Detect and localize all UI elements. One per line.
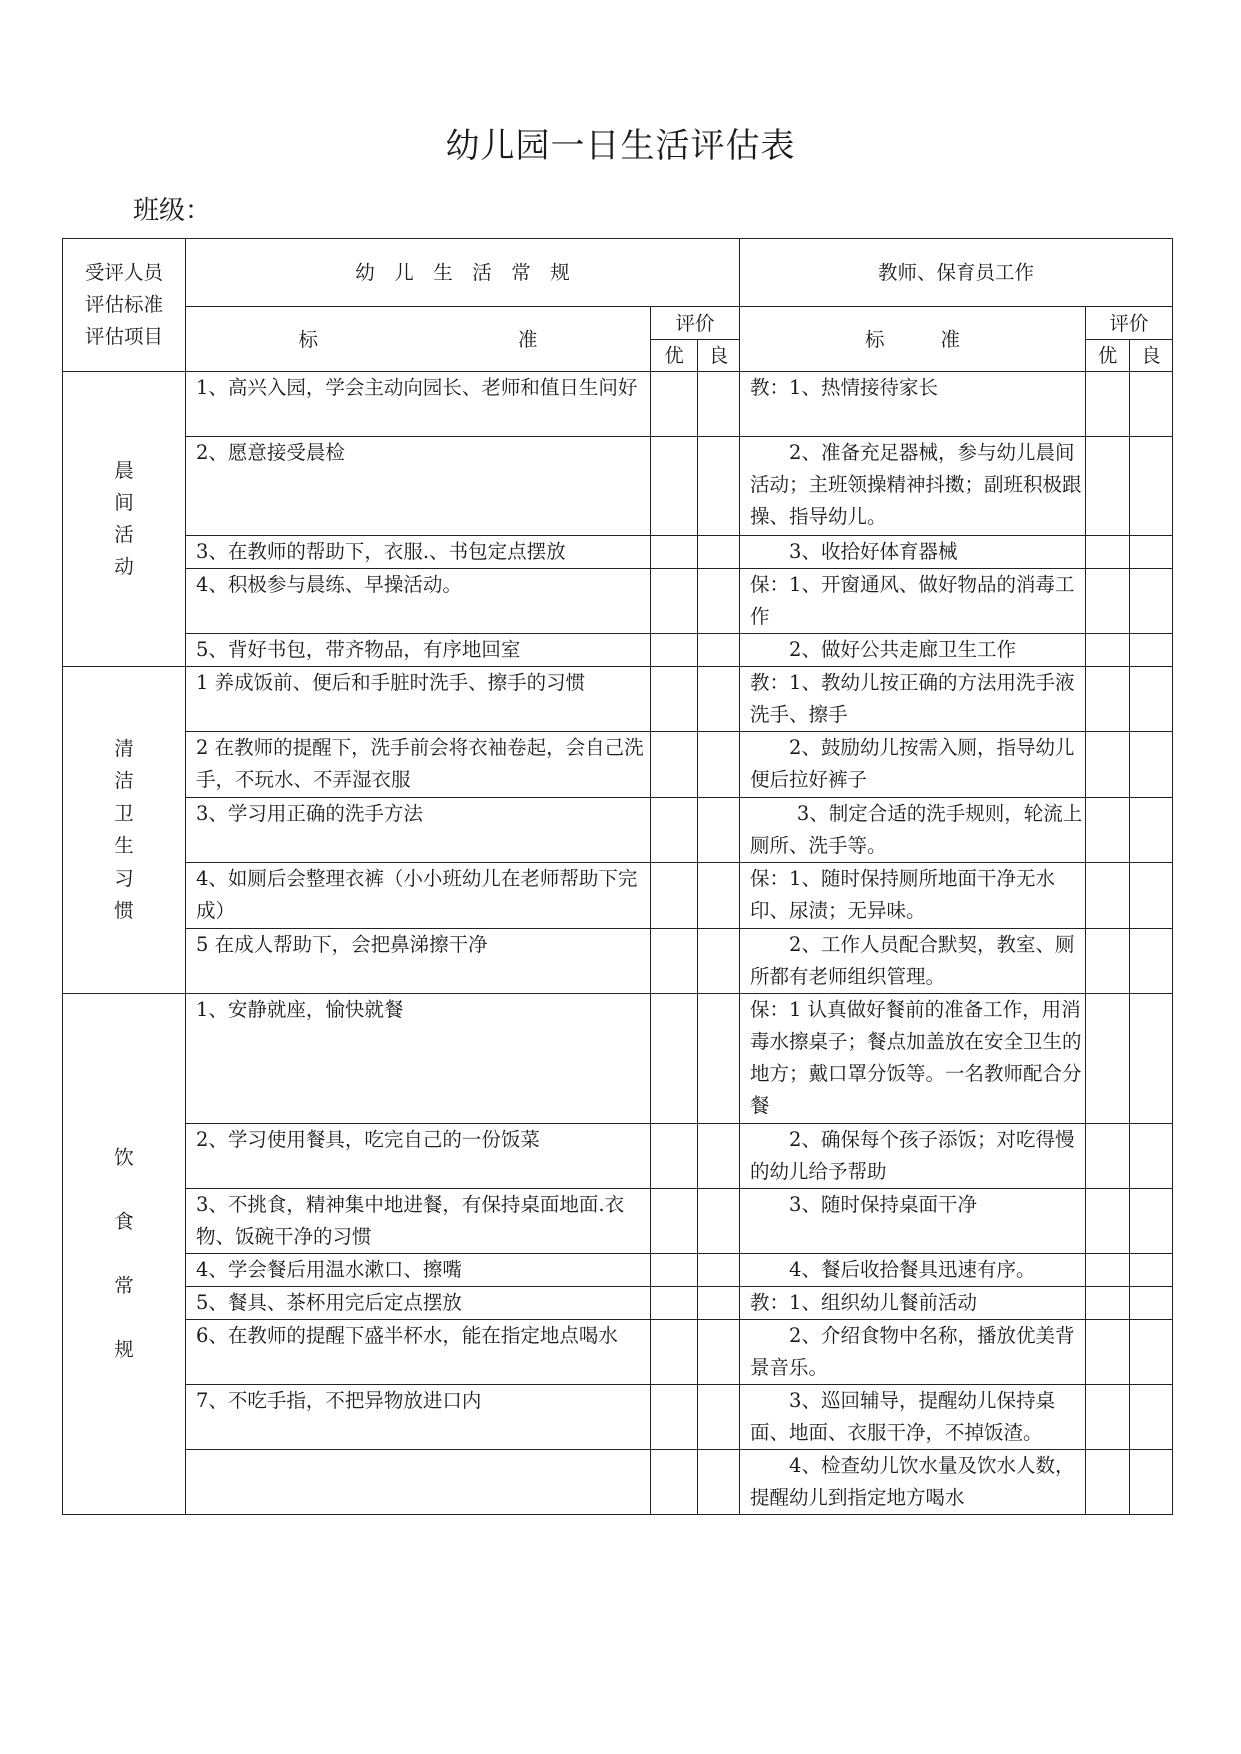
good-mark-left[interactable] — [698, 667, 740, 732]
evaluation-header-right: 评价 — [1086, 307, 1173, 340]
good-mark-right[interactable] — [1130, 667, 1173, 732]
corner-header-cell — [63, 239, 186, 372]
table-row — [63, 569, 1173, 634]
table-row — [63, 1287, 1173, 1320]
good-mark-right[interactable] — [1130, 798, 1173, 863]
standard-right-char: 标 — [865, 327, 885, 351]
excellent-mark-left[interactable] — [651, 1254, 698, 1287]
excellent-mark-right[interactable] — [1086, 536, 1130, 569]
staff-standard-cell: 教：1、组织幼儿餐前活动 — [740, 1287, 1086, 1320]
excellent-mark-right[interactable] — [1086, 634, 1130, 667]
category-cell — [63, 372, 186, 667]
category-char: 间 — [114, 491, 134, 514]
standard-left-header — [186, 307, 651, 372]
good-mark-left[interactable] — [698, 929, 740, 994]
table-row — [63, 1124, 1173, 1189]
staff-standard-cell: 2、做好公共走廊卫生工作 — [740, 634, 1086, 667]
child-standard-cell: 5、餐具、茶杯用完后定点摆放 — [186, 1287, 651, 1320]
child-standard-cell: 6、在教师的提醒下盛半杯水，能在指定地点喝水 — [186, 1320, 651, 1385]
excellent-mark-right[interactable] — [1086, 437, 1130, 536]
good-header-left: 良 — [698, 340, 740, 372]
good-mark-right[interactable] — [1130, 372, 1173, 437]
category-char: 生 — [114, 834, 134, 857]
excellent-mark-left[interactable] — [651, 863, 698, 929]
excellent-header-left: 优 — [651, 340, 698, 372]
standard-left-char: 标 — [298, 327, 318, 351]
good-mark-right[interactable] — [1130, 1450, 1173, 1515]
corner-line: 评估标准 — [84, 293, 163, 316]
staff-standard-cell: 3、收拾好体育器械 — [740, 536, 1086, 569]
standard-right-char: 准 — [940, 327, 961, 351]
good-header-right: 良 — [1130, 340, 1173, 372]
staff-standard-cell: 2、工作人员配合默契，教室、厕所都有老师组织管理。 — [740, 929, 1086, 994]
category-char: 动 — [114, 555, 134, 578]
child-standard-cell: 5 在成人帮助下，会把鼻涕擦干净 — [186, 929, 651, 994]
table-row — [63, 1254, 1173, 1287]
child-standard-cell: 3、不挑食，精神集中地进餐，有保持桌面地面.衣物、饭碗干净的习惯 — [186, 1189, 651, 1254]
good-mark-right[interactable] — [1130, 569, 1173, 634]
good-mark-left[interactable] — [698, 1385, 740, 1450]
child-standard-cell: 1、安静就座，愉快就餐 — [186, 994, 651, 1124]
child-standard-cell: 1、高兴入园，学会主动向园长、老师和值日生问好 — [186, 372, 651, 437]
excellent-mark-left[interactable] — [651, 536, 698, 569]
staff-standard-cell: 3、随时保持桌面干净 — [740, 1189, 1086, 1254]
table-row — [63, 437, 1173, 536]
excellent-mark-right[interactable] — [1086, 863, 1130, 929]
good-mark-left[interactable] — [698, 569, 740, 634]
good-mark-right[interactable] — [1130, 929, 1173, 994]
excellent-mark-left[interactable] — [651, 1385, 698, 1450]
good-mark-left[interactable] — [698, 994, 740, 1124]
good-mark-right[interactable] — [1130, 1320, 1173, 1385]
child-standard-cell: 7、不吃手指，不把异物放进口内 — [186, 1385, 651, 1450]
staff-standard-cell: 保：1、开窗通风、做好物品的消毒工作 — [740, 569, 1086, 634]
good-mark-left[interactable] — [698, 1124, 740, 1189]
excellent-mark-right[interactable] — [1086, 798, 1130, 863]
category-char: 规 — [114, 1338, 134, 1361]
staff-standard-cell: 3、巡回辅导，提醒幼儿保持桌面、地面、衣服干净，不掉饭渣。 — [740, 1385, 1086, 1450]
good-mark-right[interactable] — [1130, 1287, 1173, 1320]
staff-standard-cell: 2、准备充足器械，参与幼儿晨间活动；主班领操精神抖擞；副班积极跟操、指导幼儿。 — [740, 437, 1086, 536]
child-standard-cell: 2、愿意接受晨检 — [186, 437, 651, 536]
good-mark-left[interactable] — [698, 863, 740, 929]
table-row — [63, 1320, 1173, 1385]
good-mark-left[interactable] — [698, 372, 740, 437]
excellent-mark-left[interactable] — [651, 732, 698, 798]
excellent-header-right: 优 — [1086, 340, 1130, 372]
excellent-mark-left[interactable] — [651, 634, 698, 667]
excellent-mark-right[interactable] — [1086, 1124, 1130, 1189]
child-standard-cell: 2 在教师的提醒下，洗手前会将衣袖卷起，会自己洗手，不玩水、不弄湿衣服 — [186, 732, 651, 798]
excellent-mark-left[interactable] — [651, 929, 698, 994]
good-mark-right[interactable] — [1130, 732, 1173, 798]
category-char: 清 — [114, 736, 134, 760]
excellent-mark-right[interactable] — [1086, 667, 1130, 732]
staff-standard-cell: 3、制定合适的洗手规则，轮流上厕所、洗手等。 — [740, 798, 1086, 863]
table-row — [63, 1385, 1173, 1450]
table-row — [63, 732, 1173, 798]
good-mark-right[interactable] — [1130, 437, 1173, 536]
staff-standard-cell: 4、餐后收拾餐具迅速有序。 — [740, 1254, 1086, 1287]
table-row — [63, 929, 1173, 994]
excellent-mark-right[interactable] — [1086, 1450, 1130, 1515]
category-char: 洁 — [114, 769, 134, 792]
child-standard-cell: 3、学习用正确的洗手方法 — [186, 798, 651, 863]
category-char: 常 — [114, 1274, 134, 1297]
category-char: 晨 — [114, 459, 134, 482]
category-cell — [63, 994, 186, 1515]
table-row — [63, 798, 1173, 863]
page-title: 幼儿园一日生活评估表 — [445, 126, 796, 166]
child-standard-cell: 1 养成饭前、便后和手脏时洗手、擦手的习惯 — [186, 667, 651, 732]
staff-standard-cell: 2、鼓励幼儿按需入厕，指导幼儿便后拉好裤子 — [740, 732, 1086, 798]
excellent-mark-right[interactable] — [1086, 1385, 1130, 1450]
evaluation-header-left: 评价 — [651, 307, 740, 340]
good-mark-left[interactable] — [698, 437, 740, 536]
good-mark-right[interactable] — [1130, 1254, 1173, 1287]
category-char: 活 — [114, 523, 134, 546]
children-routine-header: 幼 儿 生 活 常 规 — [186, 239, 740, 307]
excellent-mark-left[interactable] — [651, 372, 698, 437]
good-mark-left[interactable] — [698, 1320, 740, 1385]
excellent-mark-left[interactable] — [651, 994, 698, 1124]
table-row — [63, 1189, 1173, 1254]
category-char: 卫 — [114, 801, 134, 825]
staff-standard-cell: 2、介绍食物中名称，播放优美背景音乐。 — [740, 1320, 1086, 1385]
excellent-mark-left[interactable] — [651, 437, 698, 536]
good-mark-right[interactable] — [1130, 1189, 1173, 1254]
staff-work-header: 教师、保育员工作 — [740, 239, 1173, 307]
standard-right-header — [740, 307, 1086, 372]
good-mark-right[interactable] — [1130, 863, 1173, 929]
class-label: 班级： — [133, 196, 212, 226]
good-mark-right[interactable] — [1130, 536, 1173, 569]
good-mark-left[interactable] — [698, 1450, 740, 1515]
table-row — [63, 994, 1173, 1124]
good-mark-left[interactable] — [698, 732, 740, 798]
category-char: 惯 — [114, 899, 134, 922]
corner-line: 受评人员 — [84, 261, 163, 284]
staff-standard-cell: 保：1 认真做好餐前的准备工作，用消毒水擦桌子；餐点加盖放在安全卫生的地方；戴口罩分饭等。一名教师配合分餐 — [740, 994, 1086, 1124]
good-mark-left[interactable] — [698, 1254, 740, 1287]
staff-standard-cell: 教：1、教幼儿按正确的方法用洗手液洗手、擦手 — [740, 667, 1086, 732]
excellent-mark-left[interactable] — [651, 1189, 698, 1254]
excellent-mark-right[interactable] — [1086, 1320, 1130, 1385]
child-standard-cell: 3、在教师的帮助下，衣服.、书包定点摆放 — [186, 536, 651, 569]
category-cell — [63, 667, 186, 994]
excellent-mark-left[interactable] — [651, 1287, 698, 1320]
child-standard-cell: 4、积极参与晨练、早操活动。 — [186, 569, 651, 634]
staff-standard-cell: 4、检查幼儿饮水量及饮水人数，提醒幼儿到指定地方喝水 — [740, 1450, 1086, 1515]
excellent-mark-left[interactable] — [651, 1450, 698, 1515]
good-mark-right[interactable] — [1130, 1385, 1173, 1450]
excellent-mark-right[interactable] — [1086, 1189, 1130, 1254]
excellent-mark-right[interactable] — [1086, 732, 1130, 798]
excellent-mark-left[interactable] — [651, 1124, 698, 1189]
staff-standard-cell: 2、确保每个孩子添饭；对吃得慢的幼儿给予帮助 — [740, 1124, 1086, 1189]
good-mark-right[interactable] — [1130, 994, 1173, 1124]
excellent-mark-left[interactable] — [651, 569, 698, 634]
good-mark-left[interactable] — [698, 798, 740, 863]
excellent-mark-right[interactable] — [1086, 569, 1130, 634]
table-row — [63, 1450, 1173, 1515]
good-mark-left[interactable] — [698, 634, 740, 667]
child-standard-cell: 2、学习使用餐具，吃完自己的一份饭菜 — [186, 1124, 651, 1189]
staff-standard-cell: 教：1、热情接待家长 — [740, 372, 1086, 437]
good-mark-right[interactable] — [1130, 1124, 1173, 1189]
table-row — [63, 536, 1173, 569]
table-row — [63, 667, 1173, 732]
child-standard-cell — [186, 1450, 651, 1515]
good-mark-left[interactable] — [698, 1189, 740, 1254]
child-standard-cell: 4、学会餐后用温水漱口、擦嘴 — [186, 1254, 651, 1287]
excellent-mark-right[interactable] — [1086, 372, 1130, 437]
good-mark-left[interactable] — [698, 1287, 740, 1320]
excellent-mark-right[interactable] — [1086, 1287, 1130, 1320]
standard-left-char: 准 — [518, 327, 538, 351]
staff-standard-cell: 保：1、随时保持厕所地面干净无水印、尿渍；无异味。 — [740, 863, 1086, 929]
excellent-mark-left[interactable] — [651, 798, 698, 863]
child-standard-cell: 4、如厕后会整理衣裤（小小班幼儿在老师帮助下完成） — [186, 863, 651, 929]
excellent-mark-left[interactable] — [651, 667, 698, 732]
corner-line: 评估项目 — [84, 325, 163, 348]
category-char: 饮 — [114, 1146, 134, 1169]
category-char: 食 — [114, 1210, 134, 1233]
table-row — [63, 634, 1173, 667]
table-row — [63, 372, 1173, 437]
table-row — [63, 863, 1173, 929]
excellent-mark-right[interactable] — [1086, 929, 1130, 994]
good-mark-left[interactable] — [698, 536, 740, 569]
excellent-mark-left[interactable] — [651, 1320, 698, 1385]
child-standard-cell: 5、背好书包，带齐物品，有序地回室 — [186, 634, 651, 667]
category-char: 习 — [114, 866, 134, 890]
good-mark-right[interactable] — [1130, 634, 1173, 667]
excellent-mark-right[interactable] — [1086, 1254, 1130, 1287]
excellent-mark-right[interactable] — [1086, 994, 1130, 1124]
evaluation-table — [62, 238, 1173, 1515]
